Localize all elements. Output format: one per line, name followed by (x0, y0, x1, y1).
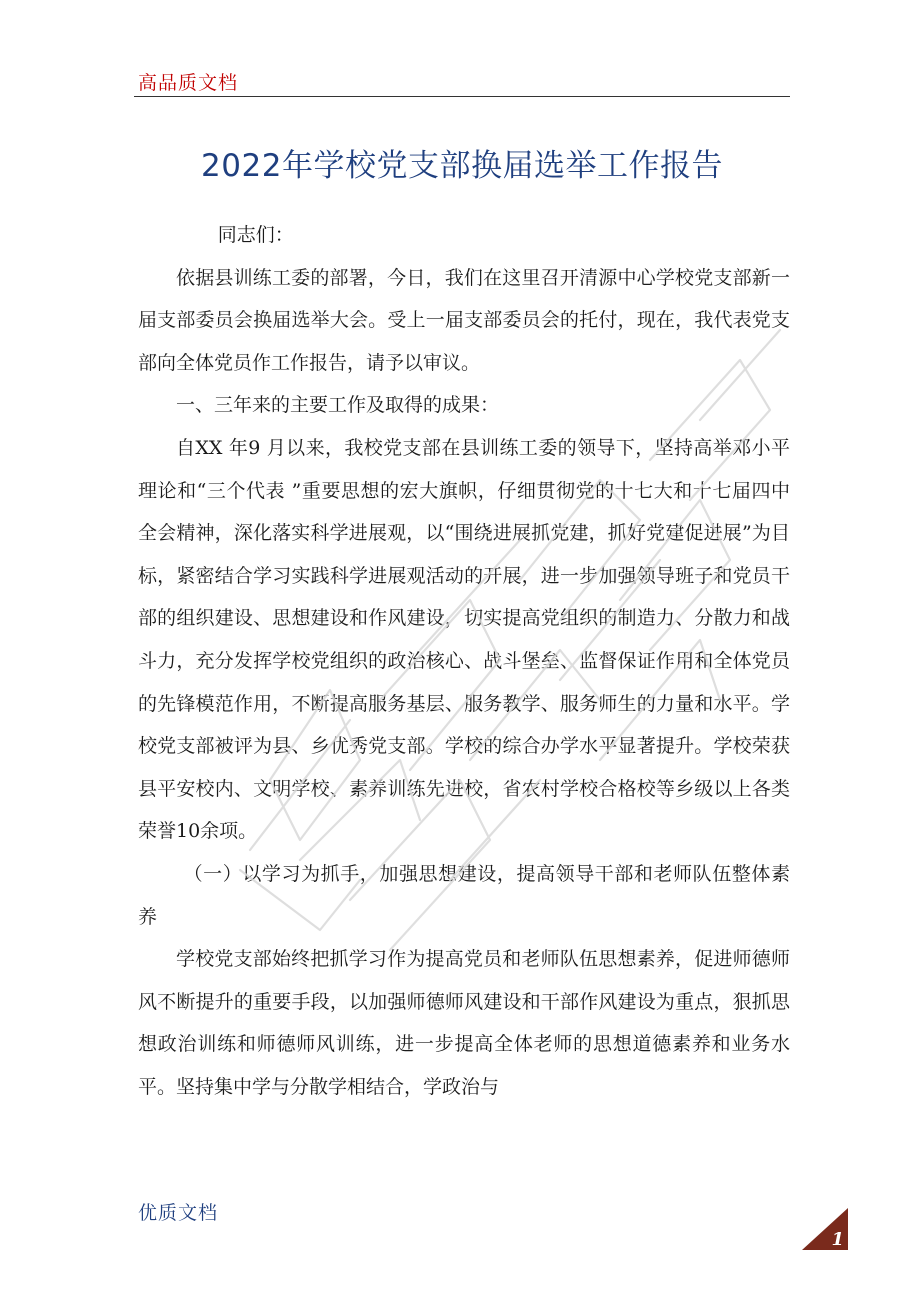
header-divider (134, 96, 790, 97)
document-title: 2022年学校党支部换届选举工作报告 (201, 148, 723, 184)
document-body (138, 214, 790, 1108)
subsection-paragraph: 学校党支部始终把抓学习作为提高党员和老师队伍思想素养，促进师德师风不断提升的重要手段，以加强师德师风建设和干部作风建设为重点，狠抓思想政治训练和师德师风训练，进一步提高全体老师的思想道德素养和业务水平。坚持集中学与分散学相结合，学政治与 (138, 948, 790, 1098)
page-number: 1 (831, 1229, 844, 1250)
subsection-heading: （一）以学习为抓手，加强思想建设，提高领导干部和老师队伍整体素养 (138, 862, 790, 928)
footer-label: 优质文档 (138, 1202, 219, 1224)
header-label: 高品质文档 (138, 72, 239, 94)
section-paragraph: 自XX 年9 月以来，我校党支部在县训练工委的领导下，坚持高举邓小平理论和“三个代表 ”重要思想的宏大旗帜，仔细贯彻党的十七大和十七届四中全会精神，深化落实科学进展观，以“围绕进展抓党建，抓好党建促进展”为目标，紧密结合学习实践科学进展观活动的开展，进一步加强领导班子和党员干部的组织建设、思想建设和作风建设，切实提高党组织的制造力、分散力和战斗力，充分发挥学校党组织的政治核心、战斗堡垒、监督保证作用和全体党员的先锋模范作用，不断提高服务基层、服务教学、服务师生的力量和水平。学校党支部被评为县、乡优秀党支部。学校的综合办学水平显著提升。学校荣获县平安校内、文明学校、素养训练先进校，省农村学校合格校等乡级以上各类荣誉10余项。 (138, 436, 790, 843)
intro-paragraph: 依据县训练工委的部署，今日，我们在这里召开清源中心学校党支部新一届支部委员会换届选举大会。受上一届支部委员会的托付，现在，我代表党支部向全体党员作工作报告，请予以审议。 (138, 266, 790, 374)
greeting: 同志们： (217, 224, 294, 246)
section-heading: 一、三年来的主要工作及取得的成果： (176, 394, 500, 417)
page-number-badge (800, 1206, 850, 1252)
